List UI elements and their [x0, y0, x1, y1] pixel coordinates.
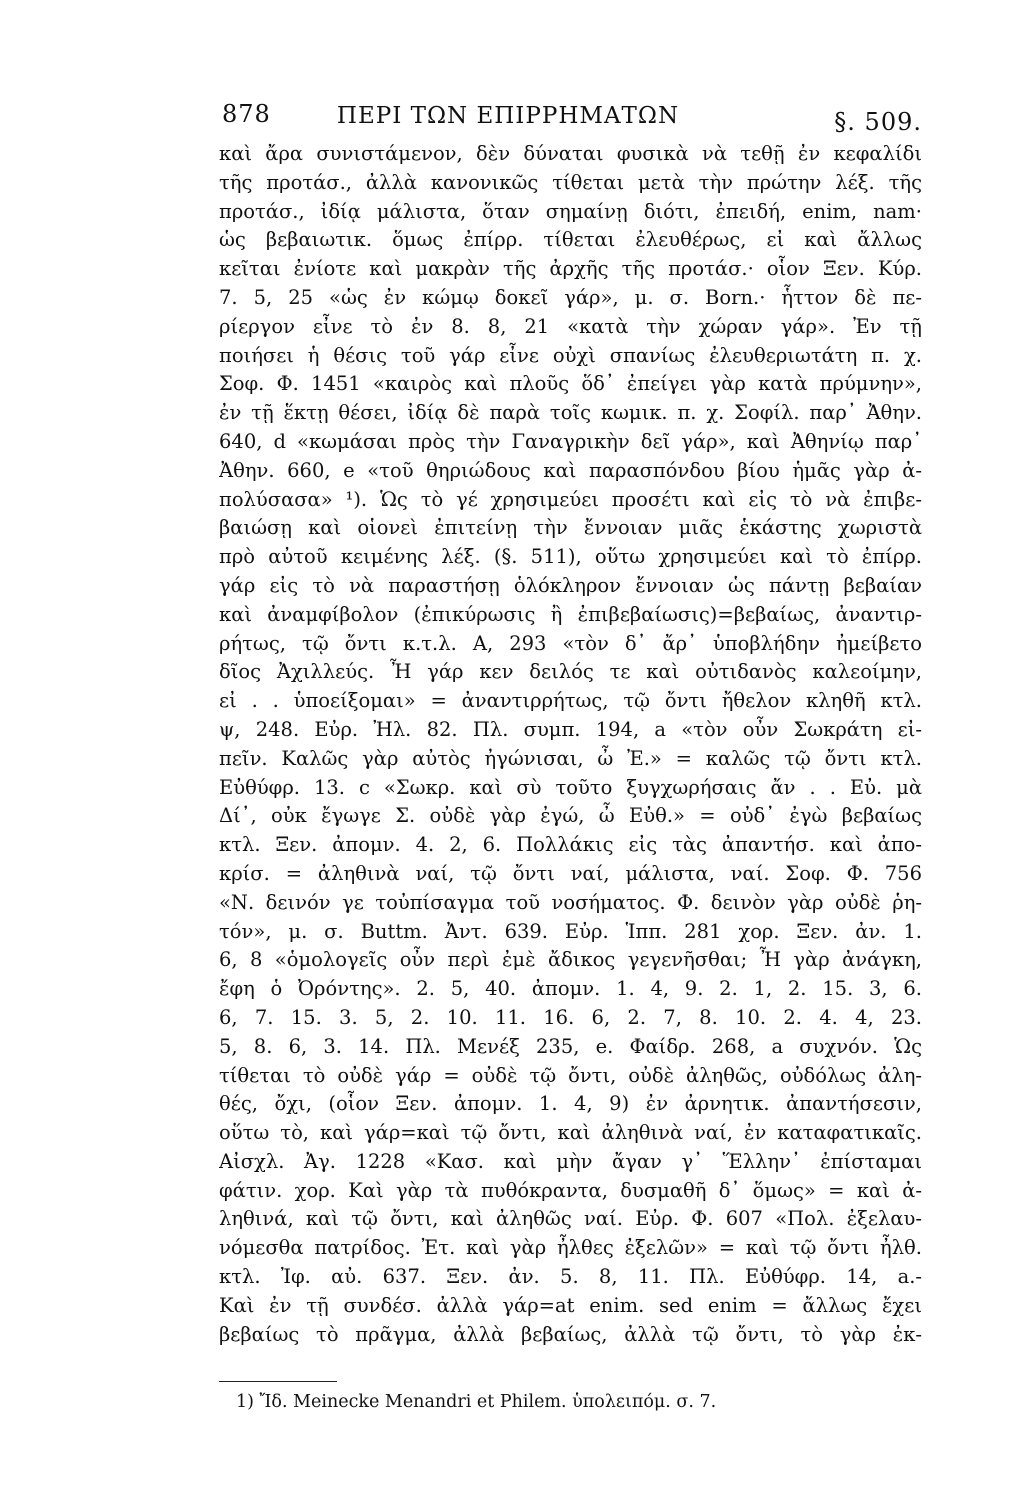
footnote: 1) Ἴδ. Meinecke Menandri et Philem. ὑπολειπόμ. σ. 7.: [236, 1392, 717, 1412]
text-line: «Ν. δεινόν γε τοὐπίσαγμα τοῦ νοσήματος. Φ. δεινὸν γὰρ οὐδὲ ῥη-: [219, 890, 922, 914]
text-line: Εὐθύφρ. 13. c «Σωκρ. καὶ σὺ τοῦτο ξυγχωρήσαις ἄν . . Εὐ. μὰ: [219, 775, 922, 799]
text-line: καὶ ἄρα συνιστάμενον, δὲν δύναται φυσικὰ νὰ τεθῇ ἐν κεφαλίδι: [219, 142, 922, 165]
text-line: φάτιν. χορ. Καὶ γὰρ τὰ πυθόκραντα, δυσμαθῆ δ᾽ ὅμως» = καὶ ἀ-: [219, 1178, 922, 1202]
text-line: 6, 8 «ὁμολογεῖς οὖν περὶ ἐμὲ ἄδικος γεγενῆσθαι; Ἦ γὰρ ἀνάγκη,: [219, 948, 922, 972]
text-line: Σοφ. Φ. 1451 «καιρὸς καὶ πλοῦς ὅδ᾽ ἐπείγει γὰρ κατὰ πρύμνην»,: [219, 372, 922, 396]
text-line: 640, d «κωμάσαι πρὸς τὴν Γαναγρικὴν δεῖ γάρ», καὶ Ἀθηνίῳ παρ᾽: [219, 429, 922, 453]
running-header: [0, 100, 1016, 144]
text-line: θές, ὄχι, (οἷον Ξεν. ἀπομν. 1. 4, 9) ἐν ἀρνητικ. ἀπαντήσεσιν,: [219, 1092, 922, 1116]
text-line: οὕτω τὸ, καὶ γάρ=καὶ τῷ ὄντι, καὶ ἀληθινὰ ναί, ἐν καταφατικαῖς.: [219, 1121, 922, 1145]
text-line: πρὸ αὐτοῦ κειμένης λέξ. (§. 511), οὕτω χρησιμεύει καὶ τὸ ἐπίρρ.: [219, 545, 922, 569]
text-line: κρίσ. = ἀληθινὰ ναί, τῷ ὄντι ναί, μάλιστα, ναί. Σοφ. Φ. 756: [219, 861, 922, 885]
text-line: ποιήσει ἡ θέσις τοῦ γάρ εἶνε οὐχὶ σπανίως ἐλευθεριωτάτη π. χ.: [219, 343, 922, 367]
running-title: ΠΕΡΙ ΤΩΝ ΕΠΙΡΡΗΜΑΤΩΝ: [336, 103, 680, 129]
text-line: πολύσασα» ¹). Ὡς τὸ γέ χρησιμεύει προσέτι καὶ εἰς τὸ νὰ ἐπιβε-: [219, 487, 922, 511]
text-line: τόν», μ. σ. Buttm. Ἀντ. 639. Εὐρ. Ἱππ. 281 χορ. Ξεν. ἀν. 1.: [219, 919, 922, 943]
text-line: τῆς προτάσ., ἀλλὰ κανονικῶς τίθεται μετὰ τὴν πρώτην λέξ. τῆς: [219, 170, 922, 194]
text-line: 5, 8. 6, 3. 14. Πλ. Μενέξ 235, e. Φαίδρ. 268, a συχνόν. Ὡς: [219, 1034, 922, 1058]
text-line: νόμεσθα πατρίδος. Ἐτ. καὶ γὰρ ἦλθες ἐξελῶν» = καὶ τῷ ὄντι ἦλθ.: [219, 1236, 922, 1260]
text-line: κτλ. Ἰφ. αὐ. 637. Ξεν. ἀν. 5. 8, 11. Πλ. Εὐθύφρ. 14, a.-: [219, 1265, 922, 1289]
footnote-rule: [219, 1381, 337, 1382]
text-line: Ἀθην. 660, e «τοῦ θηριώδους καὶ παρασπόνδου βίου ἡμᾶς γὰρ ἀ-: [219, 458, 922, 482]
text-line: 6, 7. 15. 3. 5, 2. 10. 11. 16. 6, 2. 7, 8. 10. 2. 4. 4, 23.: [219, 1005, 922, 1029]
text-line: βαιώσῃ καὶ οἱονεὶ ἐπιτείνῃ τὴν ἔννοιαν μιᾶς ἑκάστης χωριστὰ: [219, 516, 922, 540]
section-number: §. 509.: [834, 108, 922, 136]
text-line: Αἰσχλ. Ἀγ. 1228 «Κασ. καὶ μὴν ἄγαν γ᾽ Ἕλλην᾽ ἐπίσταμαι: [219, 1149, 922, 1173]
page-number: 878: [222, 100, 271, 128]
text-line: ψ, 248. Εὐρ. Ἠλ. 82. Πλ. συμπ. 194, a «τὸν οὖν Σωκράτη εἰ-: [219, 717, 922, 741]
text-line: ρίεργον εἶνε τὸ ἐν 8. 8, 21 «κατὰ τὴν χώραν γάρ». Ἐν τῇ: [219, 314, 922, 338]
text-line: κεῖται ἐνίοτε καὶ μακρὰν τῆς ἀρχῆς τῆς προτάσ.· οἷον Ξεν. Κύρ.: [219, 257, 922, 281]
text-line: τίθεται τὸ οὐδὲ γάρ = οὐδὲ τῷ ὄντι, οὐδὲ ἀληθῶς, οὐδόλως ἀλη-: [219, 1063, 922, 1087]
text-line: ὡς βεβαιωτικ. ὅμως ἐπίρρ. τίθεται ἐλευθέρως, εἰ καὶ ἄλλως: [219, 228, 922, 252]
text-line: ληθινά, καὶ τῷ ὄντι, καὶ ἀληθῶς ναί. Εὐρ. Φ. 607 «Πολ. ἐξελαυ-: [219, 1207, 922, 1231]
text-line: Δί᾽, οὐκ ἔγωγε Σ. οὐδὲ γὰρ ἐγώ, ὦ Εὐθ.» = οὐδ᾽ ἐγὼ βεβαίως: [219, 804, 922, 828]
text-line: βεβαίως τὸ πρᾶγμα, ἀλλὰ βεβαίως, ἀλλὰ τῷ ὄντι, τὸ γὰρ ἐκ-: [219, 1322, 922, 1346]
text-line: γάρ εἰς τὸ νὰ παραστήσῃ ὁλόκληρον ἔννοιαν ὡς πάντῃ βεβαίαν: [219, 573, 922, 597]
text-line: προτάσ., ἰδίᾳ μάλιστα, ὅταν σημαίνῃ διότι, ἐπειδή, enim, nam·: [219, 199, 922, 223]
text-line: ἐν τῇ ἕκτῃ θέσει, ἰδίᾳ δὲ παρὰ τοῖς κωμικ. π. χ. Σοφίλ. παρ᾽ Ἀθην.: [219, 401, 922, 425]
text-line: κτλ. Ξεν. ἀπομν. 4. 2, 6. Πολλάκις εἰς τὰς ἀπαντήσ. καὶ ἀπο-: [219, 833, 922, 857]
text-line: ρήτως, τῷ ὄντι κ.τ.λ. Α, 293 «τὸν δ᾽ ἄρ᾽ ὑποβλήδην ἠμείβετο: [219, 631, 922, 655]
text-line: ἔφη ὁ Ὀρόντης». 2. 5, 40. ἀπομν. 1. 4, 9. 2. 1, 2. 15. 3, 6.: [219, 977, 922, 1001]
text-line: καὶ ἀναμφίβολον (ἐπικύρωσις ἢ ἐπιβεβαίωσις)=βεβαίως, ἀναντιρ-: [219, 602, 922, 626]
text-line: 7. 5, 25 «ὡς ἐν κώμῳ δοκεῖ γάρ», μ. σ. Born.· ἧττον δὲ πε-: [219, 285, 922, 309]
text-line: Καὶ ἐν τῇ συνδέσ. ἀλλὰ γάρ=at enim. sed enim = ἄλλως ἔχει: [219, 1293, 922, 1317]
body-text: [219, 140, 922, 1349]
text-line: πεῖν. Καλῶς γὰρ αὐτὸς ἠγώνισαι, ὦ Ἐ.» = καλῶς τῷ ὄντι κτλ.: [219, 746, 922, 770]
text-line: δῖος Ἀχιλλεύς. Ἦ γάρ κεν δειλός τε καὶ οὐτιδανὸς καλεοίμην,: [219, 660, 922, 684]
text-line: εἰ . . ὑποείξομαι» = ἀναντιρρήτως, τῷ ὄντι ἤθελον κληθῆ κτλ.: [219, 689, 922, 713]
